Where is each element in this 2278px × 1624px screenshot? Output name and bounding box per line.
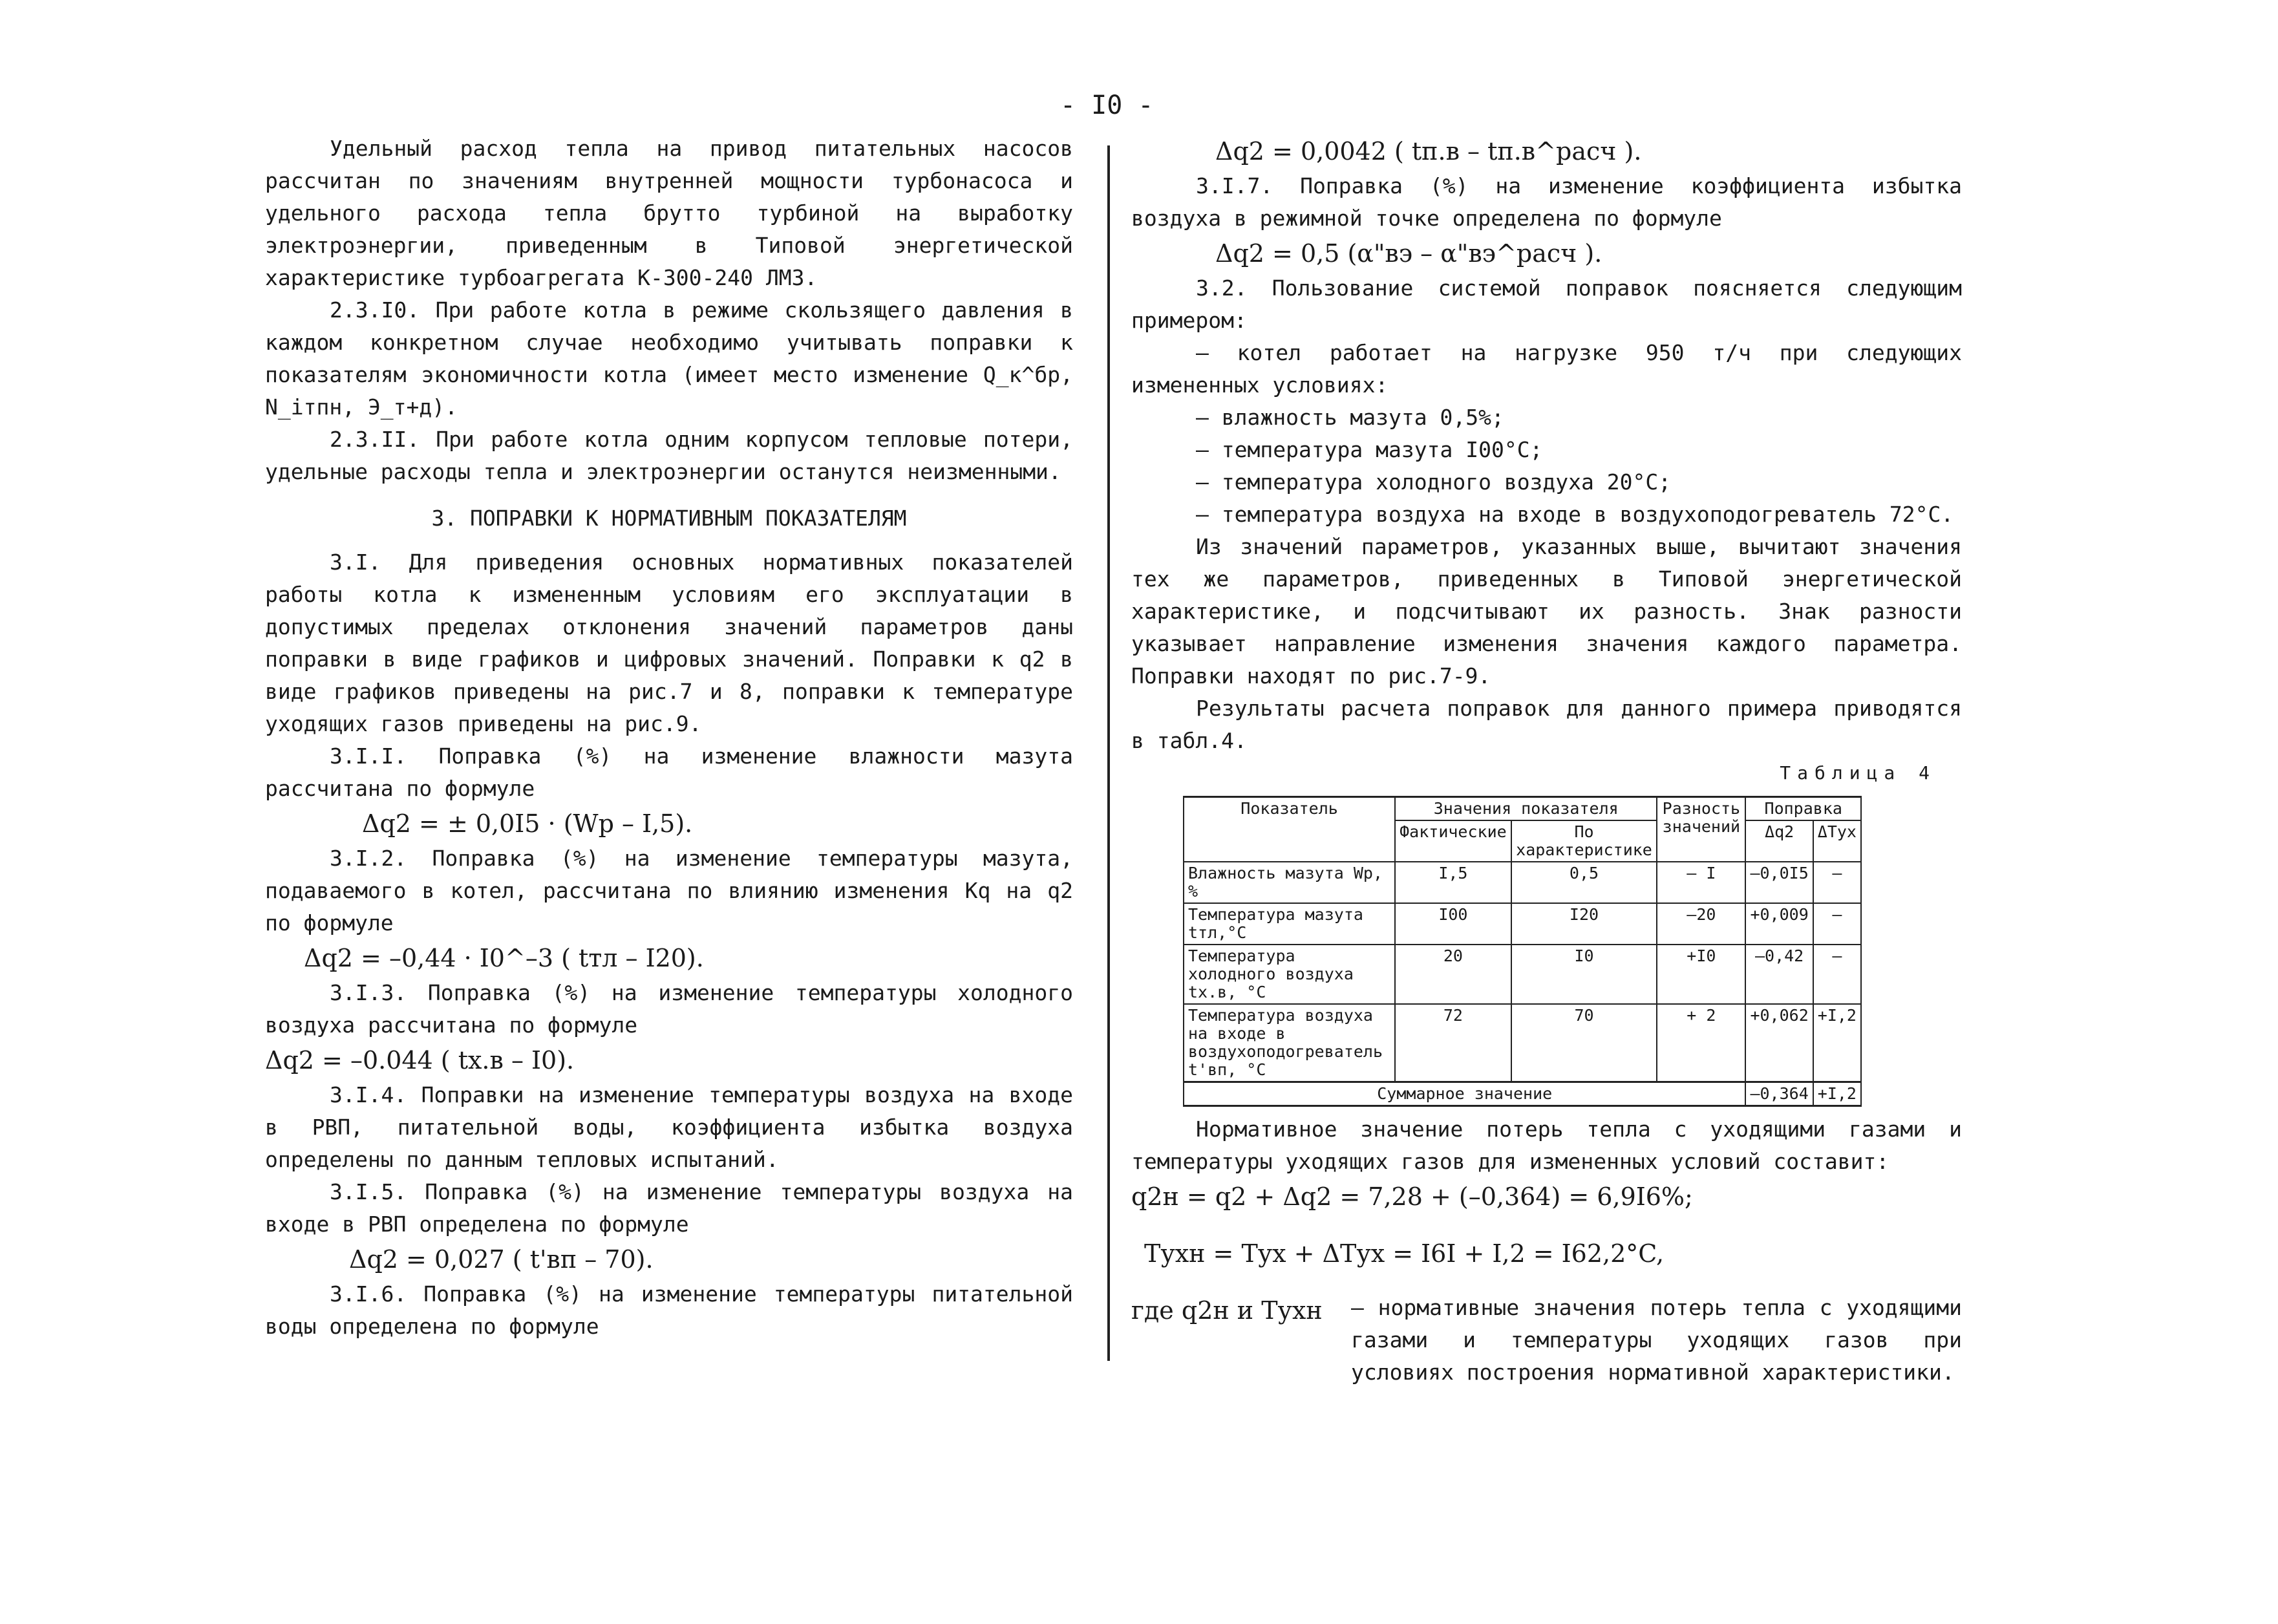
- list-item: – температура мазута I00°C;: [1196, 437, 1543, 462]
- row-difference: + 2: [1657, 1004, 1745, 1082]
- table-row: [1184, 903, 1861, 945]
- paragraph: Удельный расход тепла на привод питательных насосов рассчитан по значениям внутренней мощности турбонасоса и удельного расхода тепла брутто турбиной на выработку электроэнергии, приведенным в Типовой энергетической характеристике турбоагрегата К-300-240 ЛМЗ.: [265, 136, 1073, 290]
- row-characteristic: I0: [1511, 945, 1657, 1004]
- formula: Tухн = Tух + ΔTух = I6I + I,2 = I62,2°C,: [1144, 1239, 1665, 1268]
- row-actual: 72: [1395, 1004, 1511, 1082]
- table-sum-row: [1184, 1082, 1861, 1106]
- row-actual: I,5: [1395, 862, 1511, 903]
- paragraph: 3.2. Пользование системой поправок поясняется следующим примером:: [1131, 275, 1962, 333]
- header-dtux: ΔTух: [1813, 820, 1861, 862]
- sum-dtux: +I,2: [1813, 1082, 1861, 1106]
- corrections-table: [1183, 796, 1862, 1107]
- row-dtux: +I,2: [1813, 1004, 1861, 1082]
- formula: Δq2 = 0,0042 ( tп.в – tп.в^расч ).: [1215, 137, 1642, 166]
- header-values: Значения показателя: [1395, 797, 1657, 821]
- row-indicator: Температура воздуха на входе в воздухоподогреватель t'вп, °C: [1184, 1004, 1395, 1082]
- paragraph: Из значений параметров, указанных выше, вычитают значения тех же параметров, приведенных в Типовой энергетической характеристике, и подсчитывают их разность. Знак разности указывает направление изменения значения каждого параметра. Поправки находят по рис.7-9.: [1131, 534, 1962, 689]
- row-characteristic: 70: [1511, 1004, 1657, 1082]
- table-row: [1184, 862, 1861, 903]
- section-heading: 3. ПОПРАВКИ К НОРМАТИВНЫМ ПОКАЗАТЕЛЯМ: [431, 506, 907, 531]
- paragraph: 3.I.3. Поправка (%) на изменение температуры холодного воздуха рассчитана по формуле: [265, 980, 1073, 1038]
- row-dtux: –: [1813, 945, 1861, 1004]
- definition-text: – нормативные значения потерь тепла с уходящими газами и температуры уходящих газов при условиях построения нормативной характеристики.: [1351, 1295, 1962, 1385]
- row-actual: I00: [1395, 903, 1511, 945]
- paragraph: 3.I.6. Поправка (%) на изменение температуры питательной воды определена по формуле: [265, 1281, 1073, 1339]
- row-dq2: +0,062: [1745, 1004, 1813, 1082]
- list-item: – температура холодного воздуха 20°C;: [1196, 469, 1672, 495]
- formula: Δq2 = –0.044 ( tх.в – I0).: [265, 1046, 575, 1074]
- header-dq2: Δq2: [1745, 820, 1813, 862]
- paragraph: 3.I.7. Поправка (%) на изменение коэффициента избытка воздуха в режимной точке определена по формуле: [1131, 173, 1962, 231]
- row-indicator: Влажность мазута Wp, %: [1184, 862, 1395, 903]
- table-row: [1184, 945, 1861, 1004]
- sum-label: Суммарное значение: [1184, 1082, 1745, 1106]
- definition: [1131, 1292, 1962, 1389]
- paragraph: Результаты расчета поправок для данного примера приводятся в табл.4.: [1131, 696, 1962, 753]
- row-difference: +I0: [1657, 945, 1745, 1004]
- paragraph: 2.3.I0. При работе котла в режиме скользящего давления в каждом конкретном случае необходимо учитывать поправки к показателям экономичности котла (имеет место изменение Q_к^бр, N_iтпн, Э_т+д).: [265, 297, 1073, 420]
- row-characteristic: 0,5: [1511, 862, 1657, 903]
- left-column: [265, 133, 1073, 1343]
- header-correction: Поправка: [1745, 797, 1861, 821]
- formula: q2н = q2 + Δq2 = 7,28 + (–0,364) = 6,9I6%;: [1131, 1182, 1693, 1211]
- formula: Δq2 = 0,5 (α"вэ – α"вэ^расч ).: [1215, 239, 1602, 268]
- header-actual: Фактические: [1395, 820, 1511, 862]
- row-indicator: Температура мазута tтл,°C: [1184, 903, 1395, 945]
- paragraph: 3.I.2. Поправка (%) на изменение температуры мазута, подаваемого в котел, рассчитана по влиянию изменения Kq на q2 по формуле: [265, 846, 1073, 935]
- table-row: [1184, 1004, 1861, 1082]
- header-by-characteristic: По характеристике: [1511, 820, 1657, 862]
- paragraph: Нормативное значение потерь тепла с уходящими газами и температуры уходящих газов для измененных условий составит:: [1131, 1116, 1962, 1174]
- row-difference: – I: [1657, 862, 1745, 903]
- formula: Δq2 = 0,027 ( t'вп – 70).: [349, 1245, 654, 1274]
- row-dq2: +0,009: [1745, 903, 1813, 945]
- row-indicator: Температура холодного воздуха tх.в, °C: [1184, 945, 1395, 1004]
- row-difference: –20: [1657, 903, 1745, 945]
- page-number: - I0 -: [1060, 91, 1154, 120]
- paragraph: 3.I.I. Поправка (%) на изменение влажности мазута рассчитана по формуле: [265, 743, 1073, 801]
- row-dtux: –: [1813, 903, 1861, 945]
- paragraph: 3.I.4. Поправки на изменение температуры воздуха на входе в РВП, питательной воды, коэффициента избытка воздуха определены по данным тепловых испытаний.: [265, 1082, 1073, 1172]
- formula: Δq2 = –0,44 · I0^–3 ( tтл – I20).: [304, 944, 704, 972]
- sum-dq2: –0,364: [1745, 1082, 1813, 1106]
- row-dq2: –0,0I5: [1745, 862, 1813, 903]
- table-caption: Таблица 4: [1780, 762, 1936, 784]
- header-difference: Разность значений: [1657, 797, 1745, 862]
- paragraph: – котел работает на нагрузке 950 т/ч при следующих измененных условиях:: [1131, 340, 1962, 398]
- paragraph: 2.3.II. При работе котла одним корпусом тепловые потери, удельные расходы тепла и электроэнергии останутся неизменными.: [265, 427, 1073, 484]
- list-item: – влажность мазута 0,5%;: [1196, 405, 1504, 430]
- row-characteristic: I20: [1511, 903, 1657, 945]
- paragraph: 3.I.5. Поправка (%) на изменение температуры воздуха на входе в РВП определена по формуле: [265, 1179, 1073, 1237]
- list-item: – температура воздуха на входе в воздухоподогреватель 72°C.: [1196, 502, 1954, 527]
- column-divider: [1107, 145, 1110, 1361]
- row-dtux: –: [1813, 862, 1861, 903]
- paragraph: 3.I. Для приведения основных нормативных показателей работы котла к измененным условиям его эксплуатации в допустимых пределах отклонения значений параметров даны поправки в виде графиков и цифровых значений. Поправки к q2 в виде графиков приведены на рис.7 и 8, поправки к температуре уходящих газов приведены на рис.9.: [265, 550, 1073, 736]
- row-dq2: –0,42: [1745, 945, 1813, 1004]
- definition-term: где q2н и Tухн: [1131, 1296, 1323, 1325]
- row-actual: 20: [1395, 945, 1511, 1004]
- formula: Δq2 = ± 0,0I5 · (Wp – I,5).: [362, 809, 693, 838]
- header-indicator: Показатель: [1184, 797, 1395, 862]
- right-column: [1131, 133, 1962, 1389]
